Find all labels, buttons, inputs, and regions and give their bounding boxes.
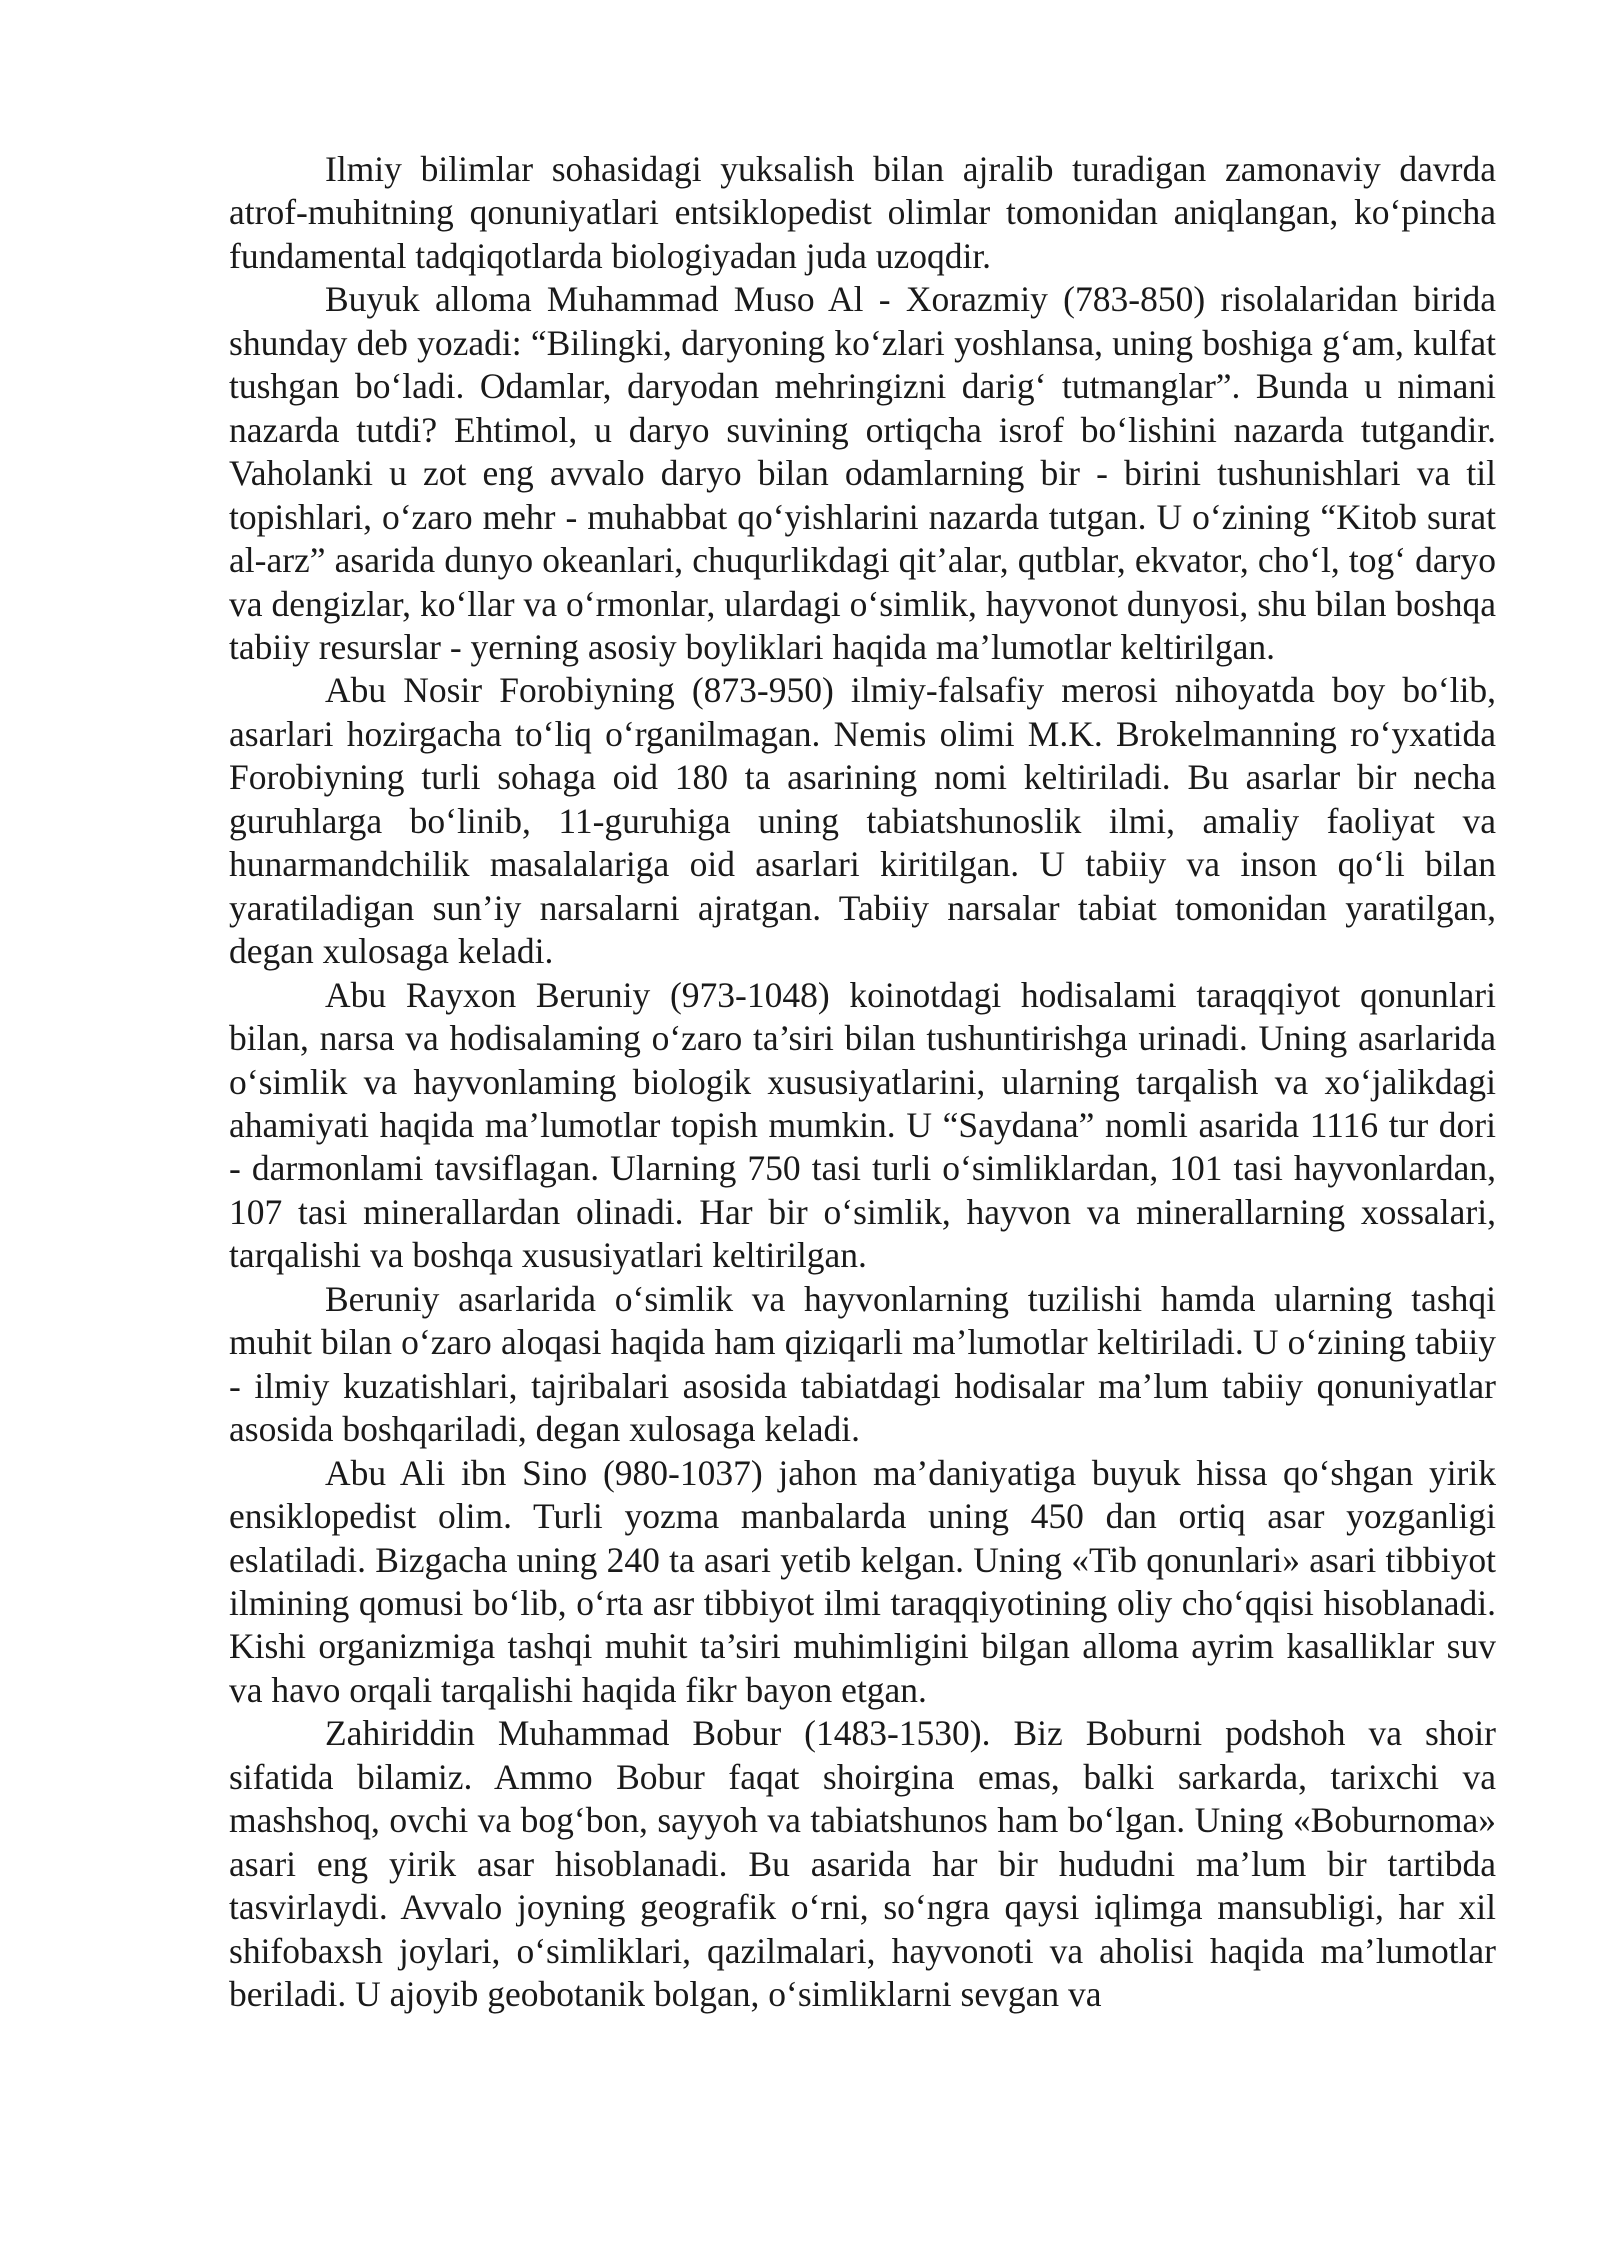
paragraph-beruniy-works: Beruniy asarlarida o‘simlik va hayvonlarning tuzilishi hamda ularning tashqi muhit bilan o‘zaro aloqasi haqida ham qiziqarli ma’lumotlar keltiriladi. U o‘zining tabiiy - ilmiy kuzatishlari, tajribalari asosida tabiatdagi hodisalar ma’lum tabiiy qonuniyatlar asosida boshqariladi, degan xulosaga keladi. — [229, 1278, 1496, 1450]
paragraph-ibn-sino: Abu Ali ibn Sino (980-1037) jahon ma’daniyatiga buyuk hissa qo‘shgan yirik ensiklopedist olim. Turli yozma manbalarda uning 450 dan ortiq asar yozganligi eslatiladi. Bizgacha uning 240 ta asari yetib kelgan. Uning «Tib qonunlari» asari tibbiyot ilmining qomusi bo‘lib, o‘rta asr tibbiyot ilmi taraqqiyotining oliy cho‘qqisi hisoblanadi. Kishi organizmiga tashqi muhit ta’siri muhimligini bilgan alloma ayrim kasalliklar suv va havo orqali tarqalishi haqida fikr bayon etgan. — [229, 1452, 1496, 1710]
paragraph-beruniy: Abu Rayxon Beruniy (973-1048) koinotdagi hodisalami taraqqiyot qonunlari bilan, narsa va hodisalaming o‘zaro ta’siri bilan tushuntirishga urinadi. Uning asarlarida o‘simlik va hayvonlaming biologik xususiyatlarini, ularning tarqalish va xo‘jalikdagi ahamiyati haqida ma’lumotlar topish mumkin. U “Saydana” nomli asarida 1116 tur dori - darmonlami tavsiflagan. Ularning 750 tasi turli o‘simliklardan, 101 tasi hayvonlardan, 107 tasi minerallardan olinadi. Har bir o‘simlik, hayvon va minerallarning xossalari, tarqalishi va boshqa xususiyatlari keltirilgan. — [229, 974, 1496, 1276]
body-text — [229, 148, 1496, 2016]
paragraph-al-xorazmiy-intro: Ilmiy bilimlar sohasidagi yuksalish bilan ajralib turadigan zamonaviy davrda atrof-muhitning qonuniyatlari entsiklopedist olimlar tomonidan aniqlangan, ko‘pincha fundamental tadqiqotlarda biologiyadan juda uzoqdir. — [229, 149, 1496, 276]
paragraph-forobiy: Abu Nosir Forobiyning (873-950) ilmiy-falsafiy merosi nihoyatda boy bo‘lib, asarlari hozirgacha to‘liq o‘rganilmagan. Nemis olimi M.K. Brokelmanning ro‘yxatida Forobiyning turli sohaga oid 180 ta asarining nomi keltiriladi. Bu asarlar bir necha guruhlarga bo‘linib, 11-guruhiga uning tabiatshunoslik ilmi, amaliy faoliyat va hunarmandchilik masalalariga oid asarlari kiritilgan. U tabiiy va inson qo‘li bilan yaratiladigan sun’iy narsalarni ajratgan. Tabiiy narsalar tabiat tomonidan yaratilgan, degan xulosaga keladi. — [229, 670, 1496, 972]
paragraph-bobur: Zahiriddin Muhammad Bobur (1483-1530). Biz Boburni podshoh va shoir sifatida bilamiz. Ammo Bobur faqat shoirgina emas, balki sarkarda, tarixchi va mashshoq, ovchi va bog‘bon, sayyoh va tabiatshunos ham bo‘lgan. Uning «Boburnoma» asari eng yirik asar hisoblanadi. Bu asarida har bir hududni ma’lum bir tartibda tasvirlaydi. Avvalo joyning geografik o‘rni, so‘ngra qaysi iqlimga mansubligi, har xil shifobaxsh joylari, o‘simliklari, qazilmalari, hayvonoti va aholisi haqida ma’lumotlar beriladi. U ajoyib geobotanik bolgan, o‘simliklarni sevgan va — [229, 1713, 1496, 2015]
paragraph-al-xorazmiy: Buyuk alloma Muhammad Muso Al - Xorazmiy (783-850) risolalaridan birida shunday deb yozadi: “Bilingki, daryoning ko‘zlari yoshlansa, uning boshiga g‘am, kulfat tushgan bo‘ladi. Odamlar, daryodan mehringizni darig‘ tutmanglar”. Bunda u nimani nazarda tutdi? Ehtimol, u daryo suvining ortiqcha isrof bo‘lishini nazarda tutgandir. Vaholanki u zot eng avvalo daryo bilan odamlarning bir - birini tushunishlari va til topishlari, o‘zaro mehr - muhabbat qo‘yishlarini nazarda tutgan. U o‘zining “Kitob surat al-arz” asarida dunyo okeanlari, chuqurlikdagi qit’alar, qutblar, ekvator, cho‘l, tog‘ daryo va dengizlar, ko‘llar va o‘rmonlar, ulardagi o‘simlik, hayvonot dunyosi, shu bilan boshqa tabiiy resurslar - yerning asosiy boyliklari haqida ma’lumotlar keltirilgan. — [229, 279, 1496, 667]
